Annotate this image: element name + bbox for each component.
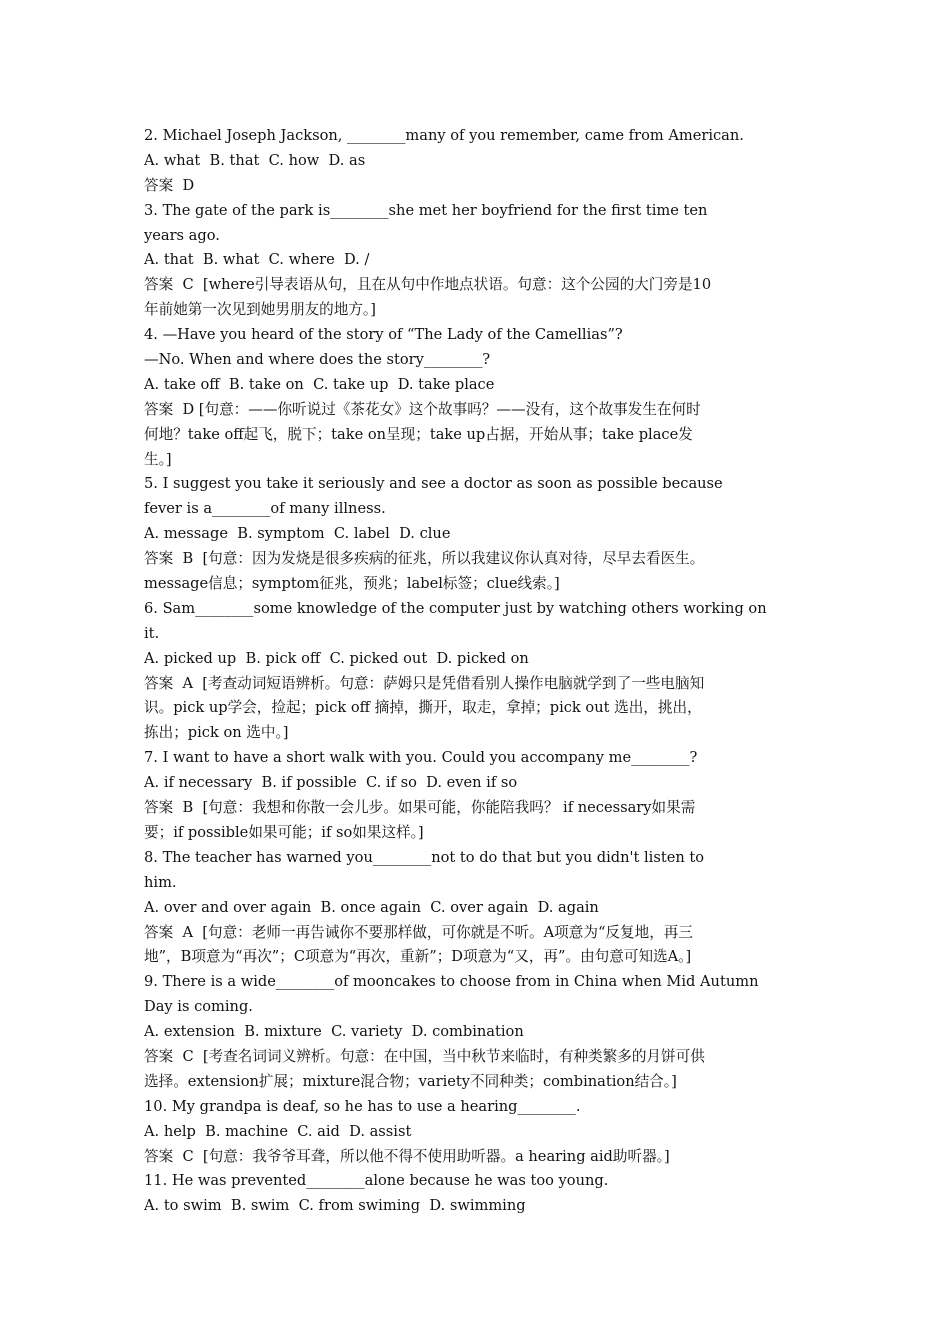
question-line: 11. He was prevented________alone because he was too young. <box>144 1172 609 1190</box>
answer-line: 地”，B项意为“再次”；C项意为“再次，重新”；D项意为“又，再”。由句意可知选A。] <box>144 948 692 966</box>
question-line: it. <box>144 624 160 642</box>
options-line: A. help B. machine C. aid D. assist <box>144 1122 412 1140</box>
question-line: fever is a________of many illness. <box>144 500 386 518</box>
question-line: years ago. <box>144 226 220 244</box>
options-line: A. to swim B. swim C. from swiming D. swimming <box>144 1197 526 1215</box>
document-body <box>144 124 810 1219</box>
question-line: 10. My grandpa is deaf, so he has to use a hearing________. <box>144 1097 581 1115</box>
answer-line: 识。pick up学会，捡起；pick off 摘掉，撕开，取走，拿掉；pick out 选出，挑出， <box>144 699 702 717</box>
answer-line: 答案 D [句意：——你听说过《茶花女》这个故事吗？——没有，这个故事发生在何时 <box>144 400 701 418</box>
question-line: 2. Michael Joseph Jackson, ________many of you remember, came from American. <box>144 127 744 144</box>
question-line: 7. I want to have a short walk with you. Could you accompany me________? <box>144 749 698 767</box>
question-line: 9. There is a wide________of mooncakes to choose from in China when Mid Autumn <box>144 973 759 991</box>
answer-line: 选择。extension扩展；mixture混合物；variety不同种类；combination结合。] <box>144 1072 677 1090</box>
answer-line: 要；if possible如果可能；if so如果这样。] <box>144 823 424 841</box>
options-line: A. message B. symptom C. label D. clue <box>144 525 451 543</box>
question-line: 8. The teacher has warned you________not to do that but you didn't listen to <box>144 848 705 866</box>
answer-line: message信息；symptom征兆，预兆；label标签；clue线索。] <box>144 575 560 593</box>
options-line: A. picked up B. pick off C. picked out D. picked on <box>144 649 529 667</box>
options-line: A. take off B. take on C. take up D. take place <box>144 375 495 393</box>
question-line: 3. The gate of the park is________she met her boyfriend for the first time ten <box>144 201 708 219</box>
options-line: A. extension B. mixture C. variety D. combination <box>144 1023 524 1041</box>
answer-line: 答案 C [句意：我爷爷耳聋，所以他不得不使用助听器。a hearing aid助听器。] <box>144 1147 670 1165</box>
answer-line: 答案 A [考查动词短语辨析。句意：萨姆只是凭借看别人操作电脑就学到了一些电脑知 <box>144 674 705 692</box>
options-line: A. what B. that C. how D. as <box>144 151 366 169</box>
answer-line: 答案 C [where引导表语从句，且在从句中作地点状语。句意：这个公园的大门旁是10 <box>144 276 712 294</box>
answer-line: 年前她第一次见到她男朋友的地方。] <box>144 301 376 319</box>
answer-line: 答案 B [句意：我想和你散一会儿步。如果可能，你能陪我吗？ if necessary如果需 <box>144 799 696 817</box>
question-line: 4. —Have you heard of the story of “The Lady of the Camellias”? <box>144 326 623 344</box>
question-line: —No. When and where does the story________? <box>144 351 491 369</box>
answer-line: 答案 C [考查名词词义辨析。句意：在中国，当中秋节来临时，有种类繁多的月饼可供 <box>144 1047 705 1065</box>
answer-line: 生。] <box>144 450 172 468</box>
answer-line: 答案 D <box>144 176 195 194</box>
answer-line: 答案 A [句意：老师一再告诫你不要那样做，可你就是不听。A项意为“反复地，再三 <box>144 923 693 941</box>
question-line: him. <box>144 873 177 891</box>
question-line: 5. I suggest you take it seriously and see a doctor as soon as possible because <box>144 475 723 493</box>
options-line: A. that B. what C. where D. / <box>144 251 370 269</box>
question-line: 6. Sam________some knowledge of the computer just by watching others working on <box>144 599 767 617</box>
answer-line: 拣出；pick on 选中。] <box>144 724 289 742</box>
question-line: Day is coming. <box>144 998 253 1016</box>
options-line: A. if necessary B. if possible C. if so D. even if so <box>144 774 518 792</box>
answer-line: 何地？take off起飞，脱下；take on呈现；take up占据，开始从事；take place发 <box>144 425 693 443</box>
answer-line: 答案 B [句意：因为发烧是很多疾病的征兆，所以我建议你认真对待，尽早去看医生。 <box>144 550 705 568</box>
options-line: A. over and over again B. once again C. over again D. again <box>144 898 599 916</box>
